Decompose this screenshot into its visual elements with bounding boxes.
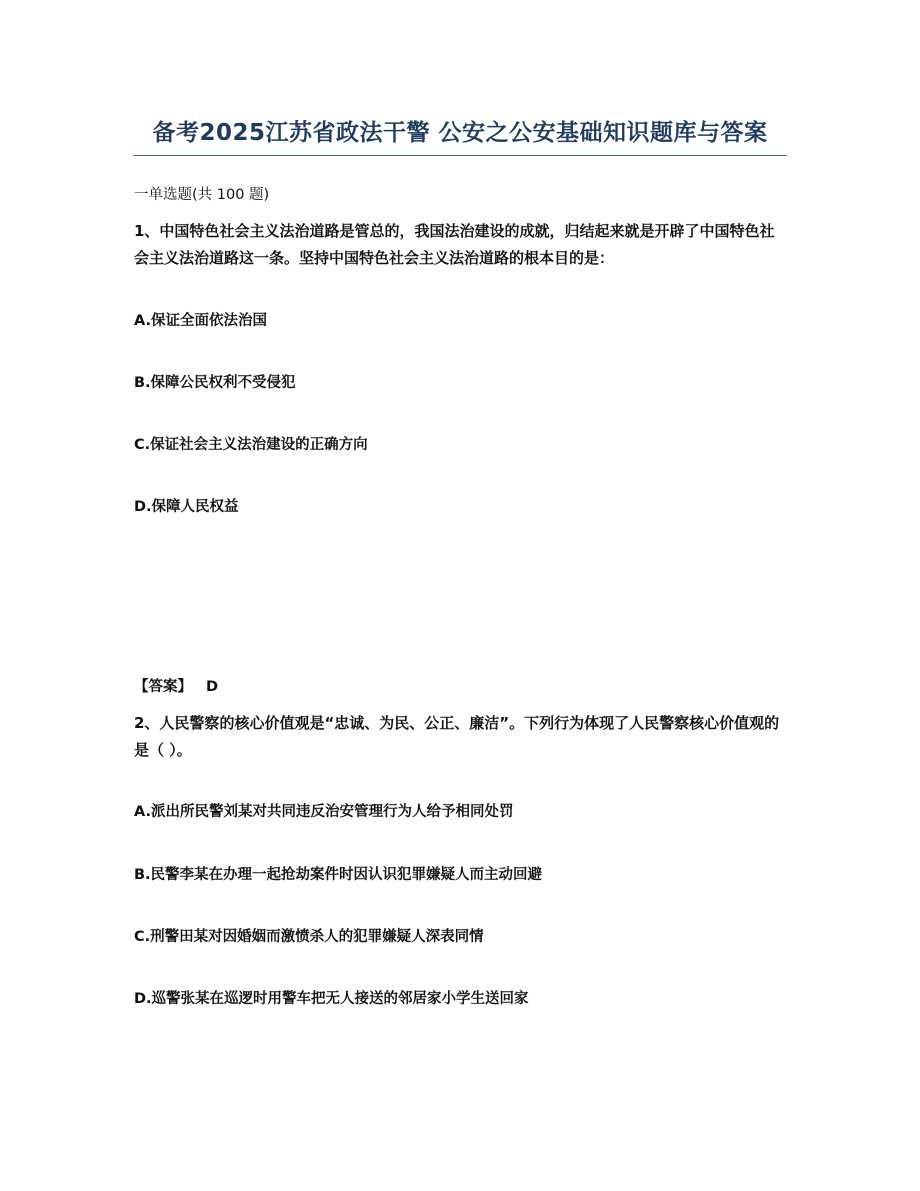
question-1-answer — [134, 675, 218, 696]
answer-value: D — [206, 679, 219, 695]
question-2-option-d: D.巡警张某在巡逻时用警车把无人接送的邻居家小学生送回家 — [134, 991, 529, 1007]
question-1-option-b: B.保障公民权利不受侵犯 — [134, 375, 296, 391]
question-1-option-d: D.保障人民权益 — [134, 499, 239, 515]
document-title: 备考2025江苏省政法干警 公安之公安基础知识题库与答案 — [152, 120, 768, 146]
question-2-option-c: C.刑警田某对因婚姻而激愤杀人的犯罪嫌疑人深表同情 — [134, 929, 484, 945]
question-1-stem: 1、中国特色社会主义法治道路是管总的，我国法治建设的成就，归结起来就是开辟了中国特色社会主义法治道路这一条。坚持中国特色社会主义法治道路的根本目的是： — [134, 222, 775, 267]
question-2-option-b: B.民警李某在办理一起抢劫案件时因认识犯罪嫌疑人而主动回避 — [134, 867, 543, 883]
question-2-stem: 2、人民警察的核心价值观是“忠诚、为民、公正、廉洁”。下列行为体现了人民警察核心价值观的是（ ）。 — [134, 714, 780, 759]
answer-label: 【答案】 — [134, 679, 192, 695]
question-1-option-a: A.保证全面依法治国 — [134, 313, 267, 329]
section-label: 一单选题(共 100 题) — [134, 187, 270, 203]
question-2-option-a: A.派出所民警刘某对共同违反治安管理行为人给予相同处罚 — [134, 804, 514, 820]
question-1-option-c: C.保证社会主义法治建设的正确方向 — [134, 437, 368, 453]
title-underline — [133, 155, 787, 156]
